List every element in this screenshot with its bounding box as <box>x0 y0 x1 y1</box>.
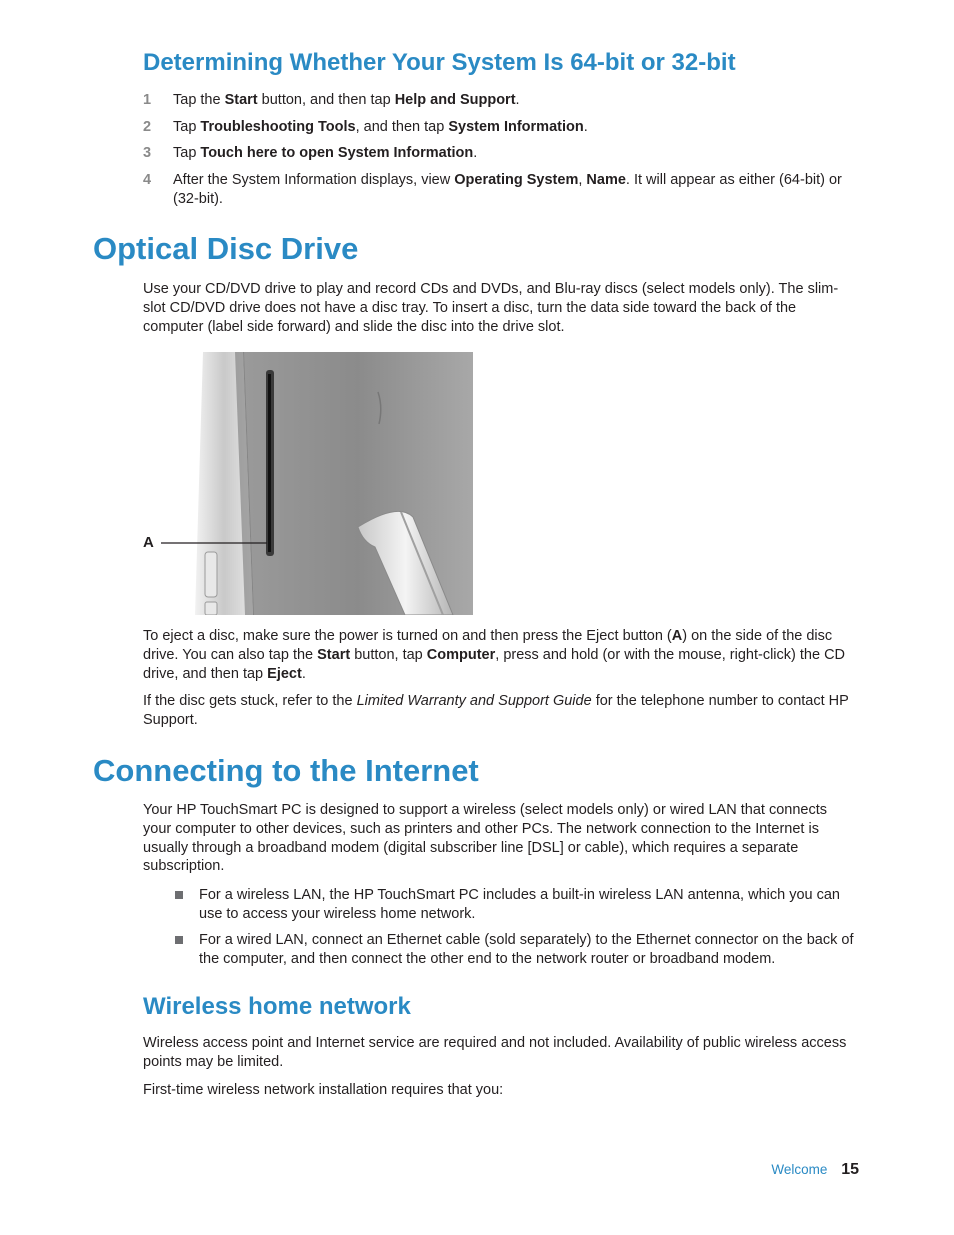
internet-intro-paragraph: Your HP TouchSmart PC is designed to support a wireless (select models only) or wired LAN that connects your computer to other devices, such as printers and other PCs. The network connection to the Internet is usually through a broadband modem (digital subscriber line [DSL] or cable), which requires a separate subscription. <box>143 802 827 875</box>
bullet-square-icon <box>175 891 183 899</box>
footer-section-name: Welcome <box>771 1162 828 1177</box>
section-heading-64bit: Determining Whether Your System Is 64-bit or 32-bit <box>143 49 736 76</box>
step-text: Tap Touch here to open System Information. <box>173 145 478 161</box>
section-heading-wireless: Wireless home network <box>143 993 411 1020</box>
section-heading-optical: Optical Disc Drive <box>93 231 359 266</box>
step-number: 2 <box>143 119 152 135</box>
optical-intro-paragraph: Use your CD/DVD drive to play and record CDs and DVDs, and Blu-ray discs (select models only). The slim-slot CD/DVD drive does not have a disc tray. To insert a disc, turn the data side toward the back of the computer (label side forward) and slide the disc into the drive slot. <box>143 281 839 335</box>
drive-illustration <box>143 352 473 615</box>
bullet-square-icon <box>175 936 183 944</box>
bullet-text: For a wired LAN, connect an Ethernet cable (sold separately) to the Ethernet connector on the back of the computer, and then connect the other end to the network router or broadband modem. <box>199 932 854 967</box>
step-number: 4 <box>143 172 152 188</box>
step-text: After the System Information displays, view Operating System, Name. It will appear as either (64-bit) or (32-bit). <box>173 172 842 207</box>
page-footer <box>771 1160 859 1180</box>
bullet-text: For a wireless LAN, the HP TouchSmart PC includes a built-in wireless LAN antenna, which you can use to access your wireless home network. <box>199 887 840 922</box>
eject-paragraph: To eject a disc, make sure the power is turned on and then press the Eject button (A) on the side of the disc drive. You can also tap the Start button, tap Computer, press and hold (or with the mouse, right-click) the CD drive, and then tap Eject. <box>143 628 846 682</box>
computer-side-photo <box>143 352 473 615</box>
step-text: Tap the Start button, and then tap Help and Support. <box>173 92 520 108</box>
step-text: Tap Troubleshooting Tools, and then tap System Information. <box>173 119 588 135</box>
callout-label-a: A <box>143 534 154 551</box>
wireless-paragraph-1: Wireless access point and Internet service are required and not included. Availability of public wireless access points may be limited. <box>143 1035 847 1070</box>
page-number: 15 <box>841 1161 859 1178</box>
step-number: 1 <box>143 92 152 108</box>
stuck-disc-paragraph: If the disc gets stuck, refer to the Limited Warranty and Support Guide for the telephone number to contact HP Support. <box>143 693 849 728</box>
wireless-paragraph-2: First-time wireless network installation requires that you: <box>143 1082 504 1098</box>
section-heading-internet: Connecting to the Internet <box>93 753 479 788</box>
step-number: 3 <box>143 145 152 161</box>
